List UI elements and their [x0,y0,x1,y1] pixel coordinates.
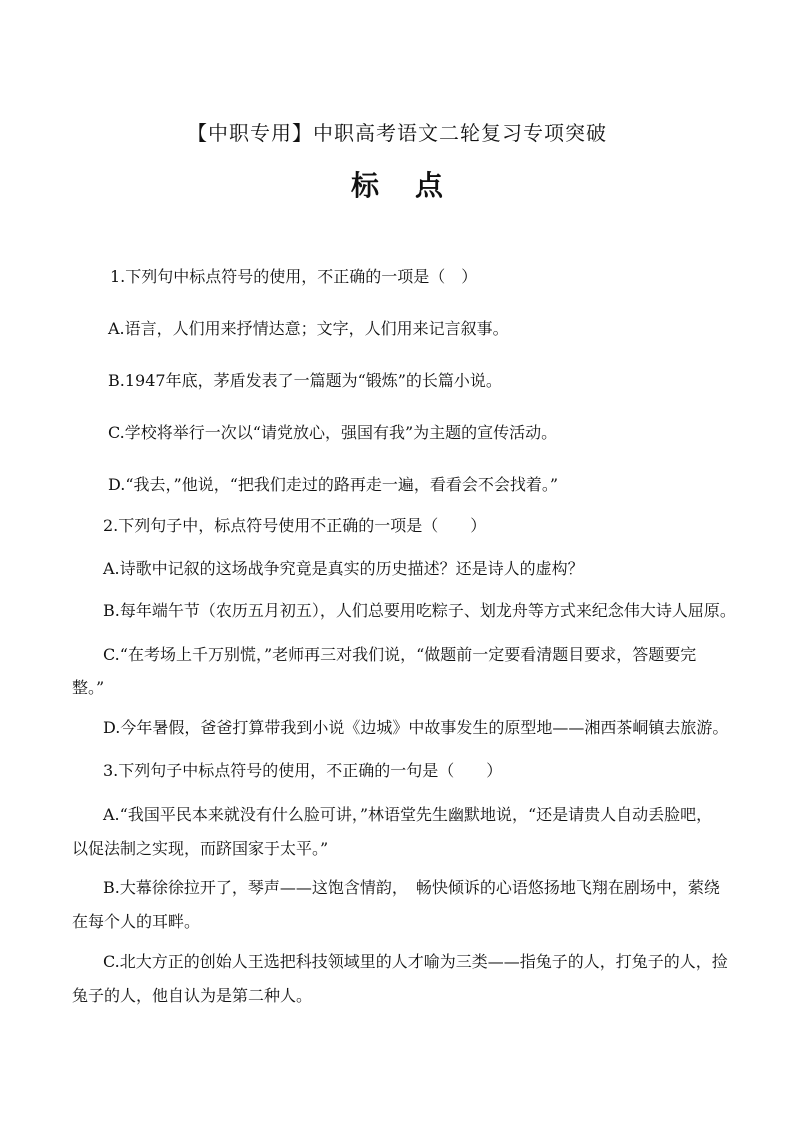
question-1-stem: 1.下列句中标点符号的使用，不正确的一项是（ ） [110,267,478,286]
question-2-stem: 2.下列句子中，标点符号使用不正确的一项是（ ） [103,516,487,535]
question-2-option-a: A.诗歌中记叙的这场战争究竟是真实的历史描述？还是诗人的虚构？ [103,559,584,578]
question-1-option-b: B.1947年底，茅盾发表了一篇题为“锻炼”的长篇小说。 [108,371,502,390]
document-title: 【中职专用】中职高考语文二轮复习专项突破 [187,121,607,145]
question-2-option-c-line-1: C.“在考场上千万别慌，”老师再三对我们说，“做题前一定要看清题目要求，答题要完 [103,645,697,664]
question-1-option-c: C.学校将举行一次以“请党放心，强国有我”为主题的宣传活动。 [108,423,558,442]
question-3-option-b-line-2: 在每个人的耳畔。 [72,912,201,931]
question-1-option-a: A.语言，人们用来抒情达意；文字，人们用来记言叙事。 [108,319,509,338]
question-3-option-c-line-1: C.北大方正的创始人王选把科技领域里的人才喻为三类——指兔子的人，打兔子的人，捡 [103,952,728,971]
question-1-option-d: D.“我去，”他说，“把我们走过的路再走一遍，看看会不会找着。” [108,475,559,494]
question-2-option-c-line-2: 整。” [72,678,105,697]
question-3-option-a-line-2: 以促法制之实现，而跻国家于太平。” [72,839,329,858]
document-subtitle: 标点 [350,169,479,202]
question-3-option-a-line-1: A.“我国平民本来就没有什么脸可讲，”林语堂先生幽默地说，“还是请贵人自动丢脸吧， [103,805,713,824]
question-3-stem: 3.下列句子中标点符号的使用，不正确的一句是（ ） [103,761,503,780]
question-2-option-b: B.每年端午节（农历五月初五），人们总要用吃粽子、划龙舟等方式来纪念伟大诗人屈原。 [103,601,736,620]
question-3-option-b-line-1: B.大幕徐徐拉开了，琴声——这饱含情韵， 畅快倾诉的心语悠扬地飞翔在剧场中，萦绕 [103,878,720,897]
question-2-option-d: D.今年暑假，爸爸打算带我到小说《边城》中故事发生的原型地——湘西茶峒镇去旅游。 [103,718,729,737]
question-3-option-c-line-2: 兔子的人，他自认为是第二种人。 [72,986,313,1005]
